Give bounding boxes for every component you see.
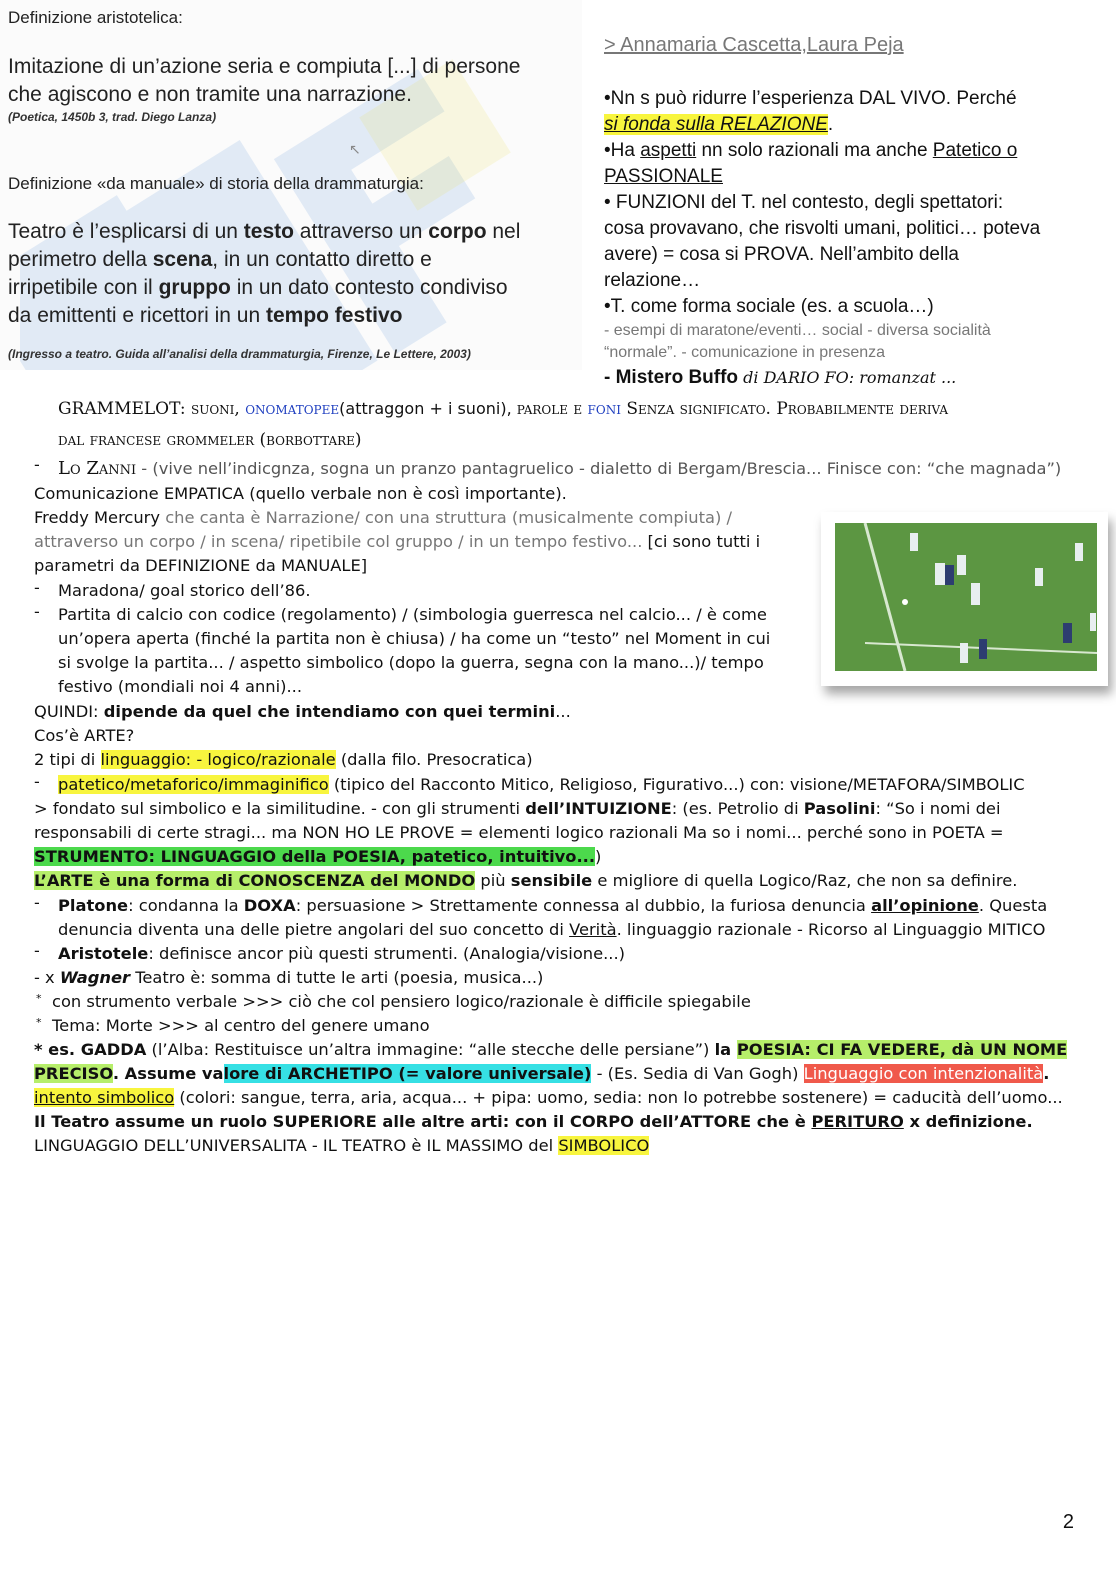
soccer-photo bbox=[835, 523, 1097, 671]
maradona-line: Maradona/ goal storico dell’86. bbox=[58, 581, 311, 600]
quindi-line: QUINDI: dipende da quel che intendiamo con quei termini... bbox=[34, 702, 571, 721]
asterisk-bullet-icon: * bbox=[36, 992, 42, 1005]
slide-quote-line-1: Imitazione di un’azione seria e compiuta [...] di persone bbox=[8, 55, 521, 78]
partita-line-4: festivo (mondiali noi 4 anni)... bbox=[58, 677, 302, 696]
note-examples-2: “normale”. - comunicazione in presenza bbox=[604, 344, 886, 361]
zanni-line: Lo Zanni - (vive nell’indicgnza, sogna un pranzo pantagruelico - dialetto di Bergam/Brescia... Finisce con: “che magnada”) bbox=[58, 458, 1062, 479]
gadda-line: * es. GADDA (l’Alba: Restituisce un’altra immagine: “alle stecche delle persiane”) la POESIA: CI FA VEDERE, dà UN NOME bbox=[34, 1040, 1068, 1059]
bullet-dash: - bbox=[34, 893, 40, 912]
slide-citation-1: (Poetica, 1450b 3, trad. Diego Lanza) bbox=[8, 110, 217, 124]
slide-heading-aristotle: Definizione aristotelica: bbox=[8, 8, 183, 27]
arte-question: Cos’è ARTE? bbox=[34, 726, 135, 745]
slide-citation-2: (Ingresso a teatro. Guida all’analisi della drammaturgia, Firenze, Le Lettere, 2003) bbox=[8, 347, 471, 361]
note-functions-1: • FUNZIONI del T. nel contesto, degli spettatori: bbox=[604, 192, 1004, 213]
wagner-line: - x Wagner Teatro è: somma di tutte le arti (poesia, musica...) bbox=[34, 968, 544, 987]
empatica-line: Comunicazione EMPATICA (quello verbale non è così importante). bbox=[34, 484, 567, 503]
authors-link[interactable]: > Annamaria Cascetta,Laura Peja bbox=[604, 34, 904, 56]
universalita-line: LINGUAGGIO DELL’UNIVERSALITA - IL TEATRO è IL MASSIMO del SIMBOLICO bbox=[34, 1136, 650, 1155]
intento-simbolico-line: intento simbolico (colori: sangue, terra, aria, acqua... + pipa: uomo, sedia: non lo potrebbe sostenere) = caducità dell’uomo... bbox=[34, 1088, 1063, 1107]
note-live-experience: •Nn s può ridurre l’esperienza DAL VIVO. Perché bbox=[604, 88, 1017, 109]
responsabili-line: responsabili di certe stragi... ma NON HO LE PROVE = elementi logico razionali Ma so i nomi... perché sono in POETA = bbox=[34, 823, 1004, 842]
page-number: 2 bbox=[1062, 1511, 1074, 1533]
partita-line-3: si svolge la partita... / aspetto simbolico (dopo la guerra, segna con la mano...)/ tempo bbox=[58, 653, 764, 672]
arte-conoscenza-line: L’ARTE è una forma di CONOSCENZA del MONDO più sensibile e migliore di quella Logico/Raz, che non sa definire. bbox=[34, 871, 1018, 890]
freddy-line-2: attraverso un corpo / in scena/ ripetibile col gruppo / in un tempo festivo... [ci sono tutti i bbox=[34, 532, 761, 551]
note-functions-3: avere) = cosa si PROVA. Nell’ambito della bbox=[604, 244, 959, 265]
slide-definition-line-1: Teatro è l’esplicarsi di un testo attraverso un corpo nel bbox=[8, 220, 521, 243]
preciso-line: PRECISO. Assume valore di ARCHETIPO (= valore universale) - (Es. Sedia di Van Gogh) Linguaggio con intenzionalità. bbox=[34, 1064, 1050, 1083]
bullet-dash: - bbox=[34, 455, 40, 474]
slide-definition-line-2: perimetro della scena, in un contatto diretto e bbox=[8, 248, 432, 271]
note-social-form: •T. come forma sociale (es. a scuola…) bbox=[604, 296, 934, 317]
note-mistero-buffo: - Mistero Buffo di DARIO FO: romanzat ... bbox=[604, 367, 957, 388]
bullet-dash: - bbox=[34, 578, 40, 597]
partita-line-2: un’opera aperta (finché la partita non è chiusa) / ha come un “testo” nel Moment in cui bbox=[58, 629, 771, 648]
bullet-dash: - bbox=[34, 941, 40, 960]
aristotele-line: Aristotele: definisce ancor più questi strumenti. (Analogia/visione...) bbox=[58, 944, 625, 963]
note-passionale: PASSIONALE bbox=[604, 166, 723, 187]
slide-definition-line-3: irripetibile con il gruppo in un dato contesto condiviso bbox=[8, 276, 508, 299]
grammelot-line-1: GRAMMELOT: suoni, onomatopee(attraggon + i suoni), parole e foni Senza significato. Probabilmente deriva bbox=[58, 399, 949, 419]
strumento-verbale-line: con strumento verbale >>> ciò che col pensiero logico/razionale è difficile spiegabile bbox=[52, 992, 751, 1011]
asterisk-bullet-icon: * bbox=[36, 1016, 42, 1029]
slide-quote-line-2: che agiscono e non tramite una narrazione. bbox=[8, 83, 412, 106]
freddy-line-3: parametri da DEFINIZIONE da MANUALE] bbox=[34, 556, 368, 575]
tema-line: Tema: Morte >>> al centro del genere umano bbox=[52, 1016, 430, 1035]
cursor-icon: ↖ bbox=[349, 142, 361, 158]
patetico-line: patetico/metaforico/immaginifico (tipico del Racconto Mitico, Religioso, Figurativo...) con: visione/METAFORA/SIMBOLIC bbox=[58, 775, 1025, 794]
note-examples-1: - esempi di maratone/eventi… social - diversa socialità bbox=[604, 322, 991, 339]
slide-screenshot bbox=[0, 0, 582, 370]
freddy-line-1: Freddy Mercury che canta è Narrazione/ con una struttura (musicalmente compiuta) / bbox=[34, 508, 732, 527]
note-functions-2: cosa provavano, che risvolti umani, politici… poteva bbox=[604, 218, 1041, 239]
partita-line-1: Partita di calcio con codice (regolamento) / (simbologia guerresca nel calcio... / è come bbox=[58, 605, 767, 624]
soccer-photo-frame bbox=[821, 512, 1108, 686]
platone-line-2: denuncia diventa una delle pietre angolari del suo concetto di Verità. linguaggio razionale - Ricorso al Linguaggio MITICO bbox=[58, 920, 1046, 939]
note-functions-4: relazione… bbox=[604, 270, 701, 291]
fondato-line: > fondato sul simbolico e la similitudine. - con gli strumenti dell’INTUIZIONE: (es. Petrolio di Pasolini: “So i nomi dei bbox=[34, 799, 1001, 818]
bullet-dash: - bbox=[34, 602, 40, 621]
slide-heading-manual: Definizione «da manuale» di storia della drammaturgia: bbox=[8, 174, 424, 193]
strumento-line: STRUMENTO: LINGUAGGIO della POESIA, patetico, intuitivo...) bbox=[34, 847, 602, 866]
platone-line-1: Platone: condanna la DOXA: persuasione > Strettamente connessa al dubbio, la furiosa denuncia all’opinione. Questa bbox=[58, 896, 1048, 915]
bullet-dash: - bbox=[34, 772, 40, 791]
language-types-line: 2 tipi di linguaggio: - logico/razionale (dalla filo. Presocratica) bbox=[34, 750, 533, 769]
note-relation: si fonda sulla RELAZIONE. bbox=[604, 114, 834, 135]
teatro-superiore-line: Il Teatro assume un ruolo SUPERIORE alle altre arti: con il CORPO dell’ATTORE che è PERITURO x definizione. bbox=[34, 1112, 1033, 1131]
note-aspects: •Ha aspetti nn solo razionali ma anche Patetico o bbox=[604, 140, 1018, 161]
grammelot-line-2: dal francese grommeler (borbottare) bbox=[58, 430, 362, 450]
slide-definition-line-4: da emittenti e ricettori in un tempo festivo bbox=[8, 304, 403, 327]
